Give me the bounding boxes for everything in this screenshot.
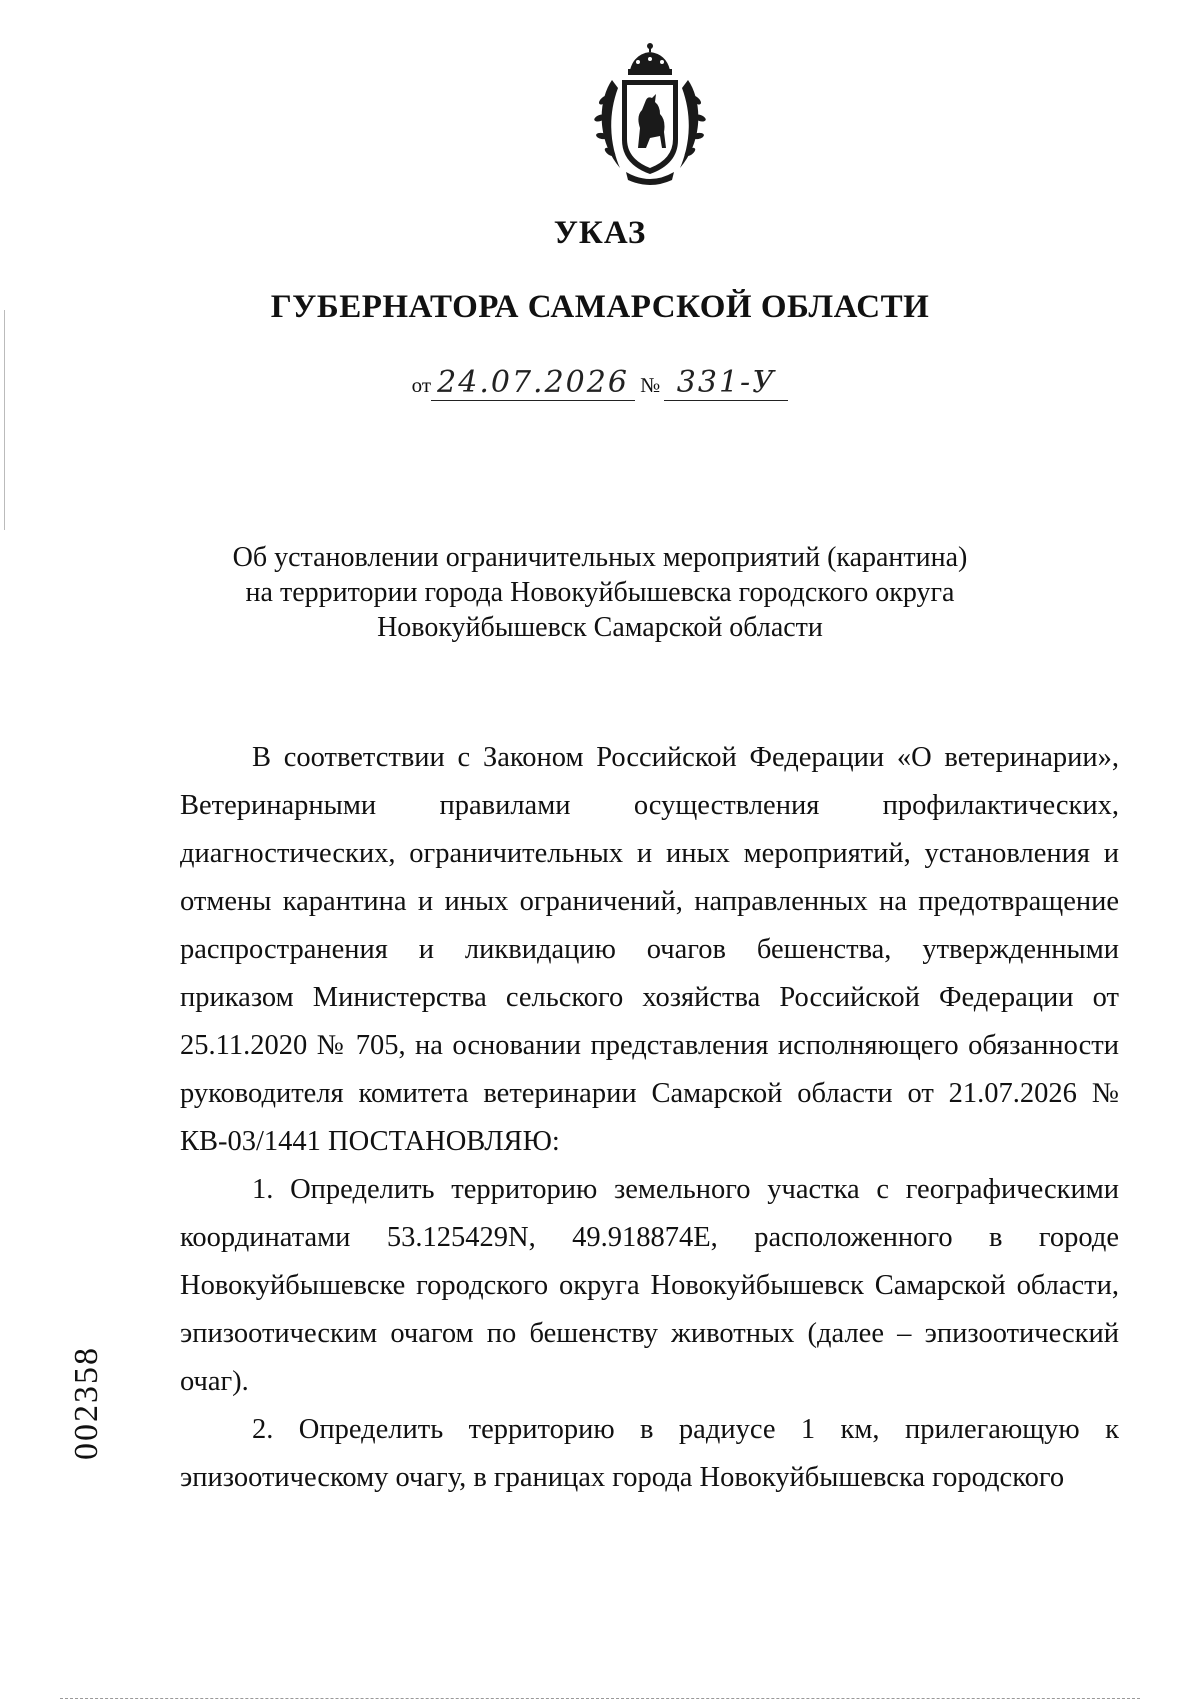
handwritten-number: 331-У [664,366,788,401]
date-number-line [0,366,1200,401]
document-subject [180,540,1020,645]
item-1-paragraph: 1. Определить территорию земельного участка с географическими координатами 53.125429N, 49.918874E, расположенного в городе Новокуйбышевске городского округа Новокуйбышевск Самарской области, эпизоотическим очагом по бешенству животных (далее – эпизоотический очаг). [180,1174,1119,1397]
number-prefix: № [640,373,661,397]
samara-coat-of-arms-icon [590,40,710,188]
subject-line: Об установлении ограничительных мероприятий (карантина) [232,542,968,573]
subject-line: на территории города Новокуйбышевска городского округа [245,577,955,608]
preamble-paragraph: В соответствии с Законом Российской Федерации «О ветеринарии», Ветеринарными правилами осуществления профилактических, диагностических, ограничительных и иных мероприятий, установления и отмены карантина и иных ограничений, направленных на предотвращение распространения и ликвидацию очагов бешенства, утвержденными приказом Министерства сельского хозяйства Российской Федерации от 25.11.2020 № 705, на основании представления исполняющего обязанности руководителя комитета ветеринарии Самарской области от 21.07.2026 № КВ-03/1441 ПОСТАНОВЛЯЮ: [180,742,1119,1157]
issuer-title: ГУБЕРНАТОРА САМАРСКОЙ ОБЛАСТИ [270,289,930,325]
margin-mark [4,310,5,530]
serial-number: 002358 [68,1346,105,1460]
document-type-title: УКАЗ [553,215,647,251]
item-2-paragraph: 2. Определить территорию в радиусе 1 км, прилегающую к эпизоотическому очагу, в границах города Новокуйбышевска городского [180,1414,1119,1493]
handwritten-date: 24.07.2026 [431,366,635,401]
page-bottom-edge [60,1698,1140,1700]
document-body [180,734,1119,1502]
subject-line: Новокуйбышевск Самарской области [377,612,823,643]
date-prefix: от [411,373,432,397]
